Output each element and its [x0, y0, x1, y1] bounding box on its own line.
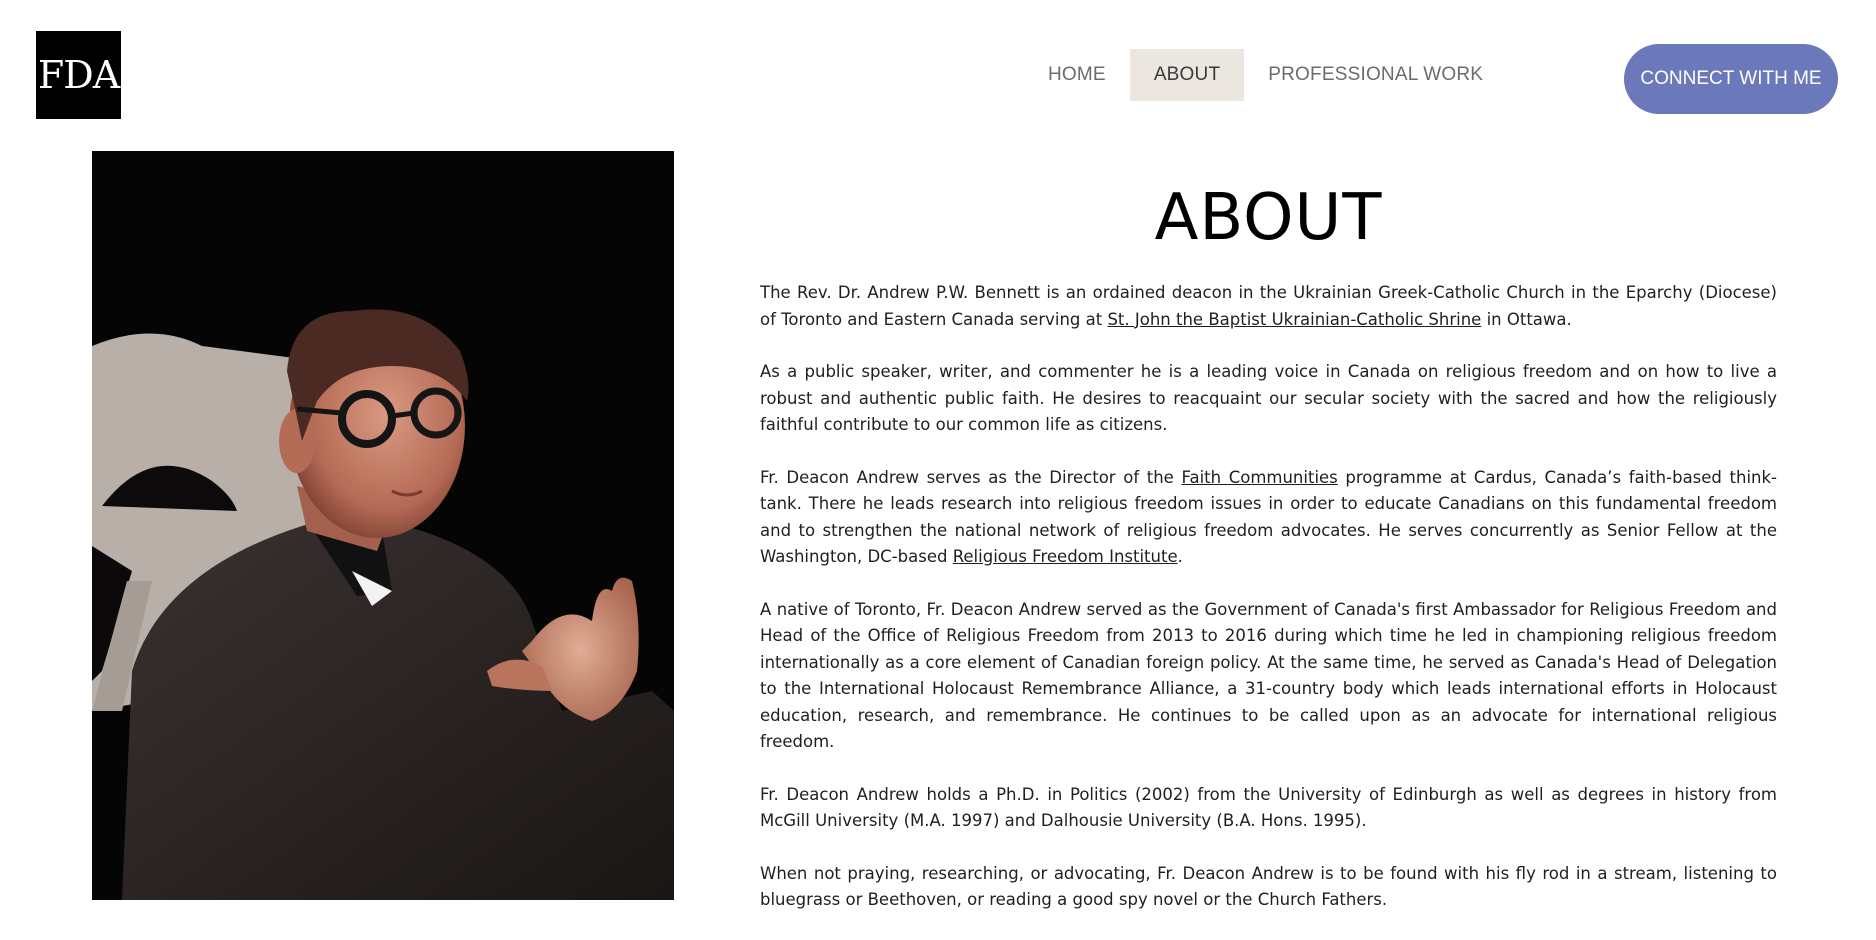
about-paragraph — [760, 280, 1777, 333]
nav-professional-work[interactable]: PROFESSIONAL WORK — [1268, 64, 1484, 85]
about-paragraph: When not praying, researching, or advocating, Fr. Deacon Andrew is to be found with his fly rod in a stream, listening to bluegrass or Beethoven, or reading a good spy novel or the Church Fathers. — [760, 863, 1777, 909]
nav-about[interactable]: ABOUT — [1130, 49, 1244, 101]
text-run: Fr. Deacon Andrew serves as the Director of the — [760, 467, 1182, 487]
nav-home[interactable]: HOME — [1048, 64, 1106, 85]
about-paragraph: Fr. Deacon Andrew holds a Ph.D. in Politics (2002) from the University of Edinburgh as well as degrees in history from McGill University (M.A. 1997) and Dalhousie University (B.A. Hons. 1995). — [760, 784, 1777, 830]
religious-freedom-institute-link[interactable]: Religious Freedom Institute — [952, 547, 1178, 566]
connect-with-me-button[interactable]: CONNECT WITH ME — [1624, 44, 1838, 114]
about-paragraph — [760, 465, 1777, 571]
about-section — [760, 180, 1777, 940]
faith-communities-link[interactable]: Faith Communities — [1181, 467, 1338, 487]
text-run: . — [1177, 547, 1183, 566]
shrine-link[interactable]: St. John the Baptist Ukrainian-Catholic Shrine — [1107, 309, 1482, 329]
main-nav — [1024, 49, 1507, 101]
about-paragraph: A native of Toronto, Fr. Deacon Andrew served as the Government of Canada's first Ambassador for Religious Freedom and Head of the Office of Religious Freedom from 2013 to 2016 during which time he led in championing religious freedom internationally as a core element of Canadian foreign policy. At the same time, he served as Canada's Head of Delegation to the International Holocaust Remembrance Alliance, a 31-country body which leads international efforts in Holocaust education, research, and remembrance. He continues to be called upon as an advocate for international religious freedom. — [760, 599, 1777, 751]
about-paragraph: As a public speaker, writer, and commenter he is a leading voice in Canada on religious freedom and on how to live a robust and authentic public faith. He desires to reacquaint our secular society with the sacred and how the religiously faithful contribute to our common life as citizens. — [760, 362, 1777, 434]
text-run: programme at Cardus, Canada’s faith-based think-tank. There he leads research into religious freedom issues in order to educate Canadians on this fundamental freedom and to strengthen the national network of religious freedom advocates. He serves concurrently as Senior Fellow at the Washington, DC-based — [760, 467, 1778, 566]
text-run: The Rev. Dr. Andrew P.W. Bennett is an ordained deacon in the Ukrainian Greek-Catholic Church in the Eparchy (Diocese) of Toronto and Eastern Canada serving at — [760, 283, 1777, 329]
logo[interactable]: FDA — [36, 31, 121, 119]
portrait-photo — [92, 151, 674, 900]
text-run: in Ottawa. — [1481, 309, 1572, 329]
page-title: ABOUT — [1154, 181, 1383, 255]
